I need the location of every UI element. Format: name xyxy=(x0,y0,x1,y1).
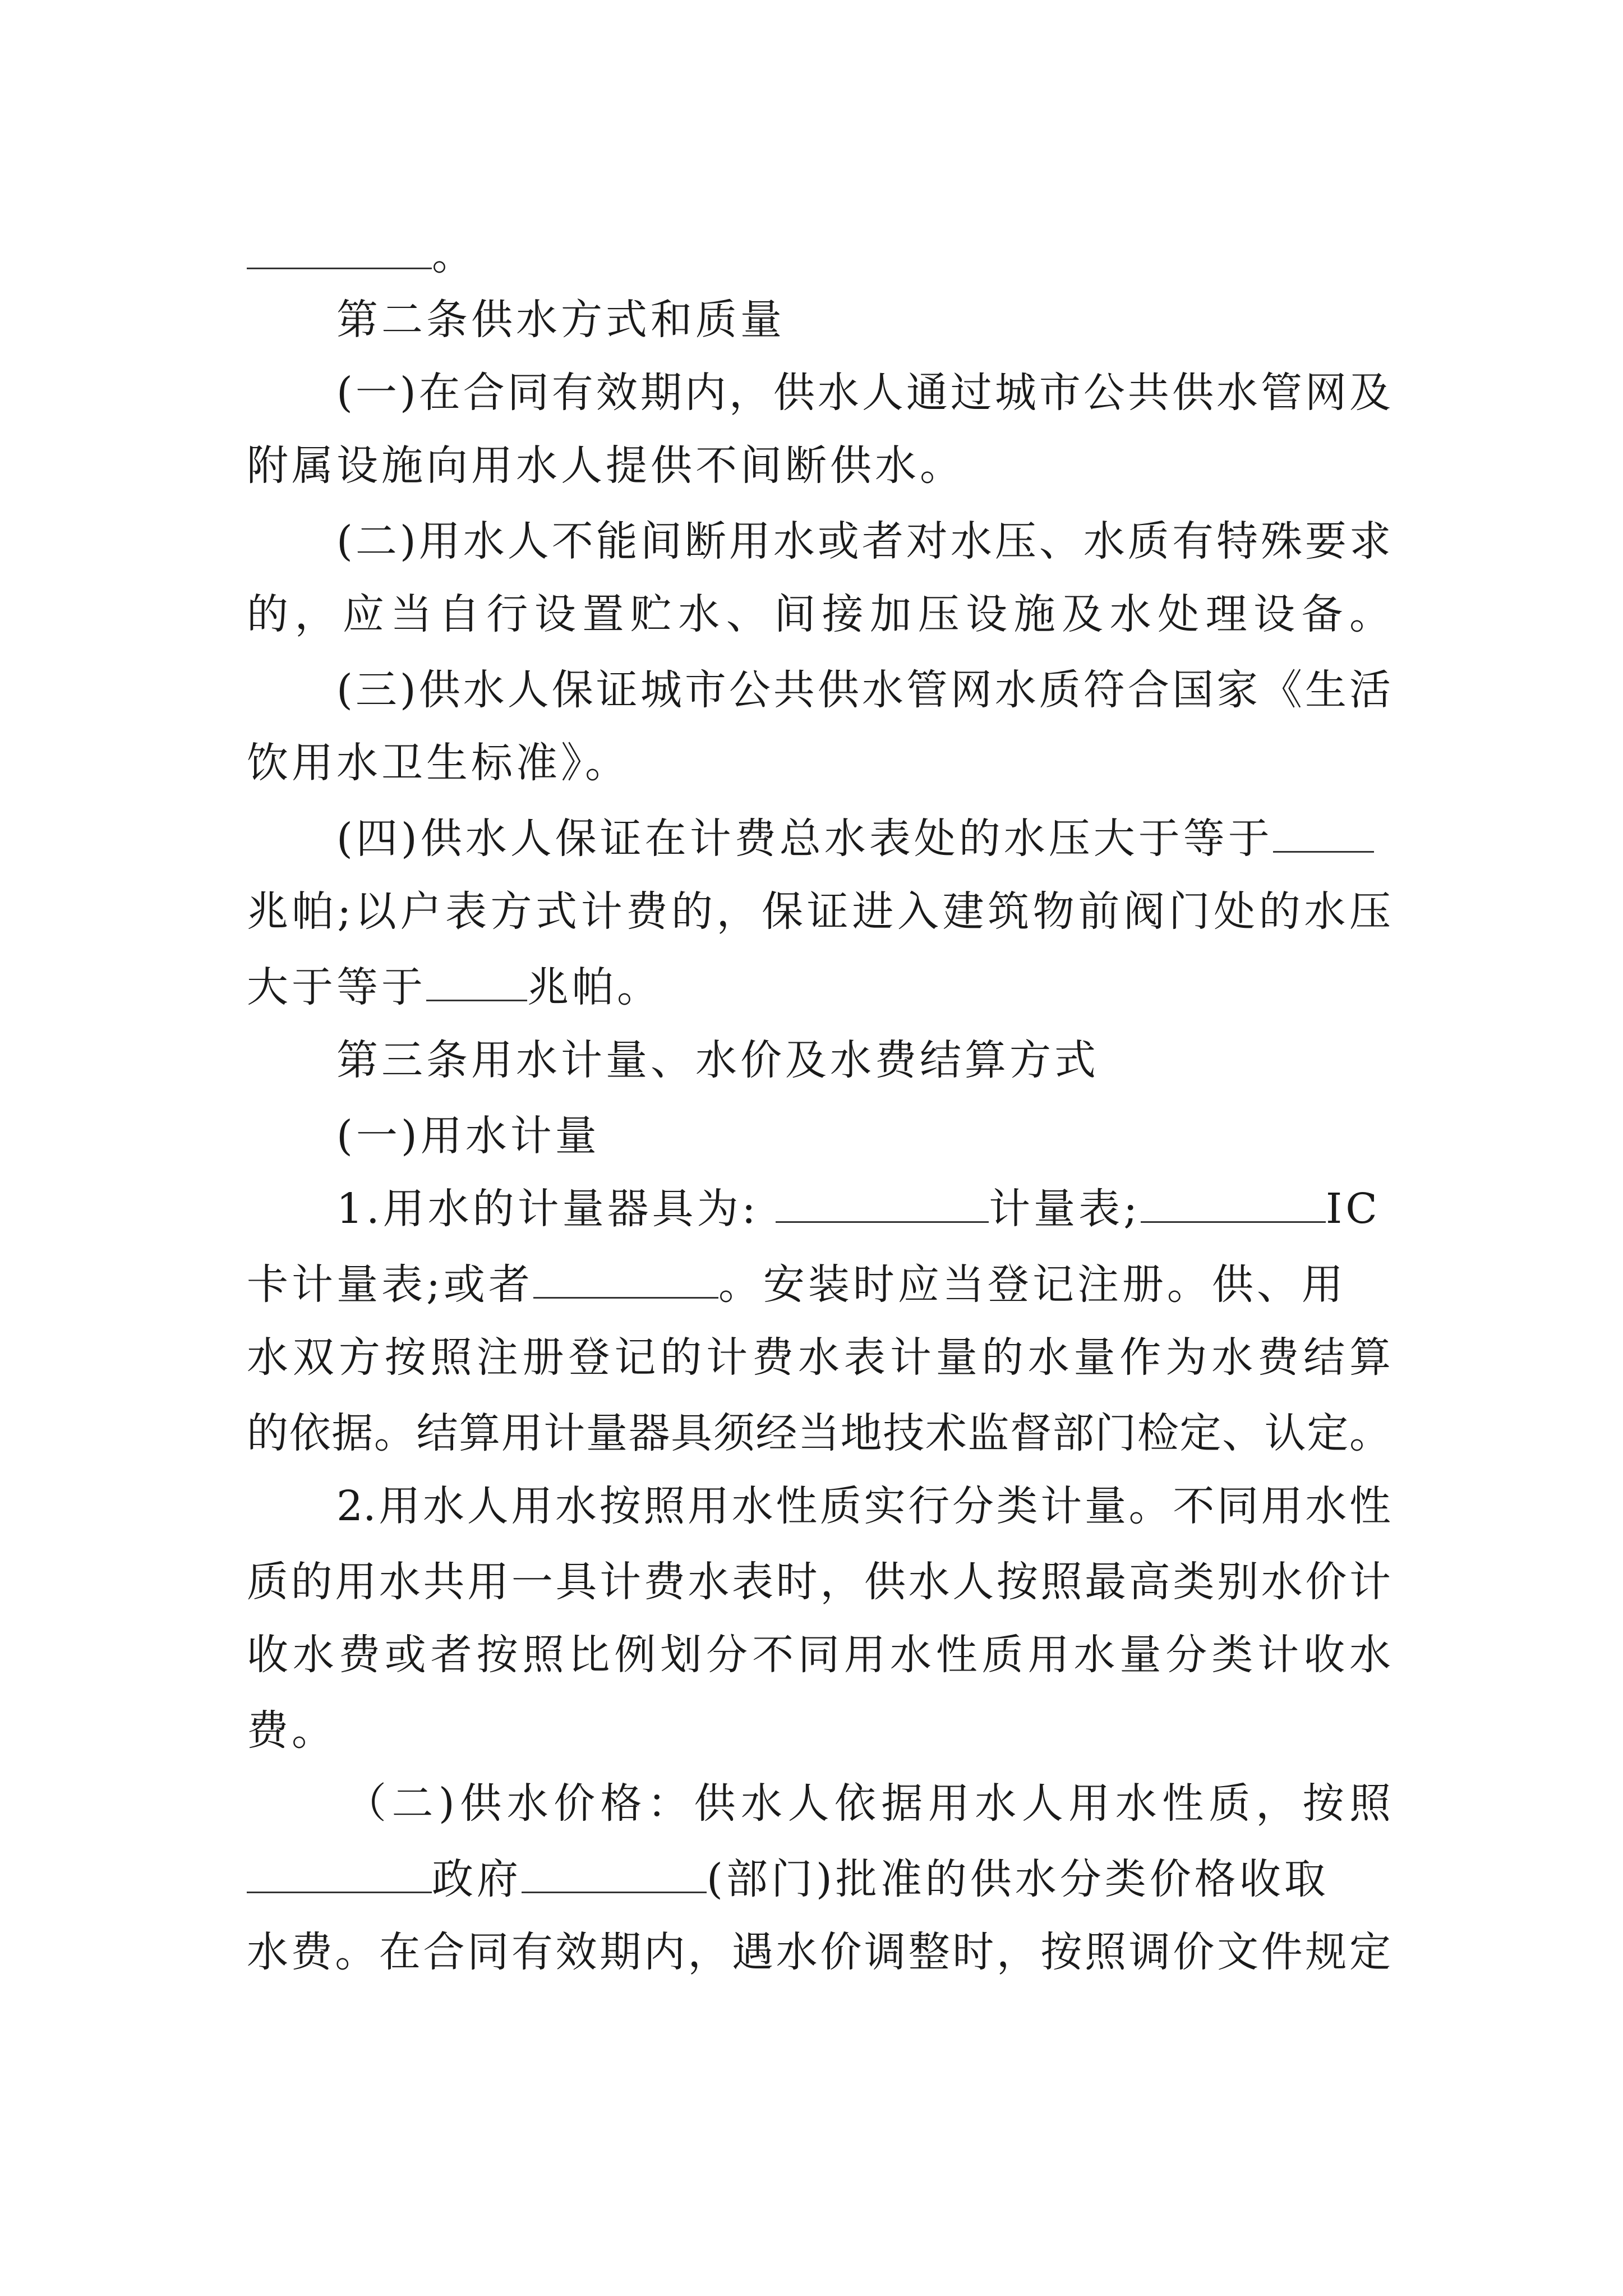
subsection-heading xyxy=(336,1097,1391,1175)
text-line xyxy=(247,1318,1391,1397)
text-run: (三)供水人保证城市公共供水管网水质符合国家《生活 xyxy=(336,666,1391,714)
text-run: 的依据。结算用计量器具须经当地技术监督部门检定、认定。 xyxy=(247,1409,1391,1457)
text-line xyxy=(336,1170,1391,1248)
text-run: 饮用水卫生标准》。 xyxy=(247,739,630,787)
text-line xyxy=(247,872,1391,951)
fill-blank xyxy=(522,1855,707,1893)
fill-blank xyxy=(1141,1184,1326,1223)
text-run: 1.用水的计量器具为: xyxy=(336,1185,759,1233)
text-run: 2.用水人用水按照用水性质实行分类计量。不同用水性 xyxy=(336,1482,1391,1530)
text-line xyxy=(336,502,1391,581)
text-line xyxy=(247,575,1391,654)
text-run: 水费。在合同有效期内，遇水价调整时，按照调价文件规定 xyxy=(247,1928,1391,1976)
fill-blank xyxy=(247,1855,432,1893)
text-run: 卡计量表;或者 xyxy=(247,1260,533,1309)
text-run: (部门)批准的供水分类价格收取 xyxy=(707,1855,1329,1903)
text-line xyxy=(247,1245,1391,1324)
text-run: 兆帕。 xyxy=(527,963,662,1011)
text-line xyxy=(336,353,1391,432)
text-run: 政府 xyxy=(432,1855,522,1903)
text-run: (一)在合同有效期内，供水人通过城市公共供水管网及 xyxy=(336,369,1391,417)
text-run: (二)用水人不能间断用水或者对水压、水质有特殊要求 xyxy=(336,517,1391,565)
text-run: IC xyxy=(1326,1185,1381,1233)
fill-blank xyxy=(426,963,527,1001)
text-run: 大于等于 xyxy=(247,963,426,1011)
text-run: 第二条供水方式和质量 xyxy=(336,296,785,344)
text-line xyxy=(247,1691,1391,1770)
text-run: 收水费或者按照比例划分不同用水性质用水量分类计收水 xyxy=(247,1631,1391,1679)
subsection-heading xyxy=(345,1764,1391,1843)
text-line xyxy=(247,724,1391,802)
text-line xyxy=(247,1616,1391,1694)
text-run: 附属设施向用水人提供不间断供水。 xyxy=(247,441,965,490)
text-run: 费。 xyxy=(247,1706,336,1755)
text-line xyxy=(247,1394,1391,1473)
text-run: 。 xyxy=(432,231,477,279)
text-line xyxy=(247,1840,1391,1918)
text-run: 质的用水共用一具计费水表时，供水人按照最高类别水价计 xyxy=(247,1558,1391,1606)
text-run: 兆帕;以户表方式计费的，保证进入建筑物前阀门处的水压 xyxy=(247,887,1391,936)
text-line xyxy=(336,651,1391,729)
text-run: 计量表; xyxy=(989,1185,1141,1233)
fill-blank xyxy=(247,231,432,269)
fill-blank xyxy=(533,1260,718,1299)
text-run: 的，应当自行设置贮水、间接加压设施及水处理设备。 xyxy=(247,590,1391,638)
fill-blank xyxy=(1273,814,1374,853)
text-line xyxy=(336,1467,1391,1545)
text-run: （二)供水价格：供水人依据用水人用水性质，按照 xyxy=(345,1779,1391,1828)
text-run: (一)用水计量 xyxy=(336,1112,600,1160)
text-line xyxy=(247,948,1391,1027)
fill-blank xyxy=(776,1184,989,1223)
text-run: 。安装时应当登记注册。供、用 xyxy=(718,1260,1347,1309)
section-heading xyxy=(336,1021,1391,1099)
text-line xyxy=(247,426,1391,505)
section-heading xyxy=(336,280,1391,359)
text-line xyxy=(247,1913,1391,1991)
text-run: 水双方按照注册登记的计费水表计量的水量作为水费结算 xyxy=(247,1333,1391,1382)
text-line xyxy=(247,1543,1391,1621)
text-run: (四)供水人保证在计费总水表处的水压大于等于 xyxy=(336,815,1273,863)
text-line xyxy=(336,799,1391,878)
text-run: 第三条用水计量、水价及水费结算方式 xyxy=(336,1036,1099,1084)
